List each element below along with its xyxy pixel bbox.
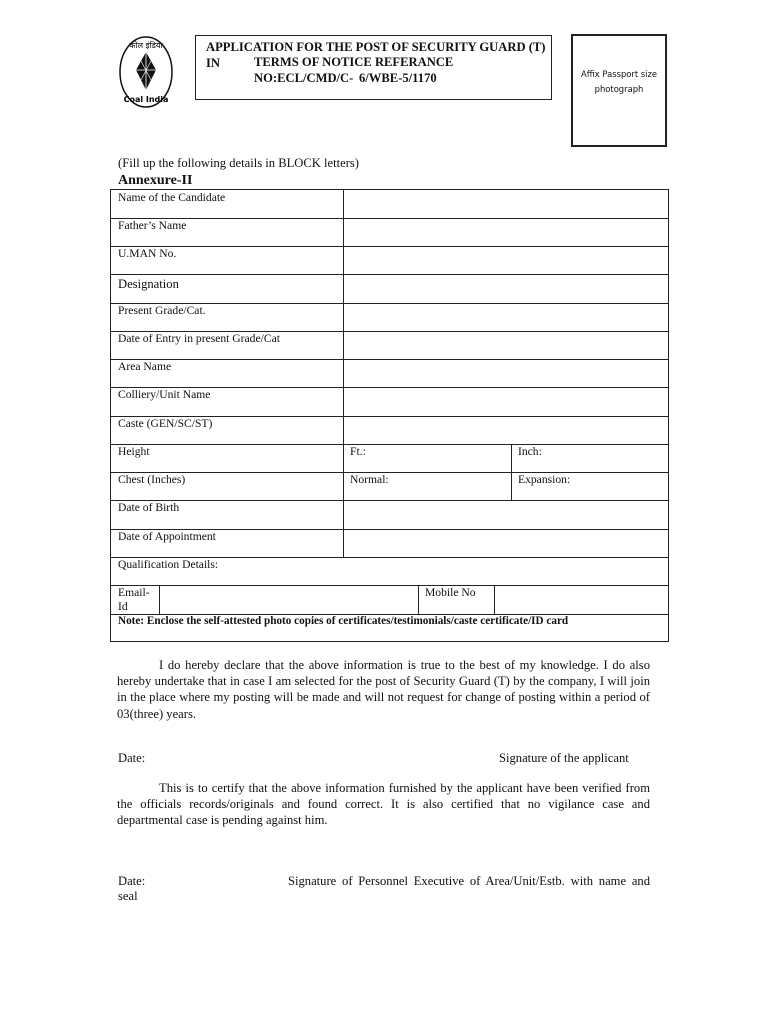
input-fathers-name[interactable] [343,218,668,246]
label-height: Height [118,445,150,458]
row-colliery-unit [111,387,668,417]
row-candidate-name [111,190,668,219]
photo-label-line-2: photograph [594,84,644,94]
input-candidate-name[interactable] [343,190,668,218]
label-present-grade: Present Grade/Cat. [118,304,206,317]
input-height-inch[interactable] [511,444,668,472]
input-present-grade[interactable] [343,303,668,331]
row-chest [111,472,668,501]
executive-signature-seal: seal [118,889,138,903]
input-date-of-appointment[interactable] [343,529,668,557]
row-height [111,444,668,473]
label-height-ft: Ft.: [350,445,366,458]
application-title [195,35,552,100]
row-area-name [111,359,668,388]
row-present-grade [111,303,668,332]
input-colliery-unit[interactable] [343,387,668,416]
label-date-of-entry: Date of Entry in present Grade/Cat [118,332,280,345]
input-chest-normal[interactable] [343,472,511,500]
label-designation: Designation [118,277,179,291]
input-mobile[interactable] [494,585,668,614]
row-caste [111,416,668,445]
input-date-of-entry[interactable] [343,331,668,359]
input-email[interactable] [159,585,418,614]
label-candidate-name: Name of the Candidate [118,191,226,204]
applicant-signature-label: Signature of the applicant [499,751,629,765]
label-colliery-unit: Colliery/Unit Name [118,388,211,401]
date-label-applicant: Date: [118,751,146,765]
input-area-name[interactable] [343,359,668,387]
label-fathers-name: Father’s Name [118,219,187,232]
declaration-paragraph: I do hereby declare that the above information is true to the best of my knowledge. I do also hereby undertake that in case I am selected for the post of Security Guard (T) by the company, I will join in the place where my posting will be made and will not request for change of posting within a period of 03(three) years. [117,658,650,721]
label-email-line-2: Id [118,600,128,613]
input-date-of-birth[interactable] [343,500,668,529]
row-note [111,614,668,641]
label-chest-normal: Normal: [350,473,389,486]
input-height-ft[interactable] [343,444,511,472]
label-email-line-1: Email- [118,586,150,599]
label-mobile: Mobile No [425,586,476,599]
label-date-of-birth: Date of Birth [118,501,180,514]
label-uman-no: U.MAN No. [118,247,177,260]
label-caste: Caste (GEN/SC/ST) [118,417,213,430]
input-designation[interactable] [343,274,668,303]
row-date-of-entry [111,331,668,360]
input-uman-no[interactable] [343,246,668,274]
certification-paragraph: This is to certify that the above information furnished by the applicant have been verified from the officials records/originals and found correct. It is also certified that no vigilance case and departmental case is pending against him. [117,781,650,828]
logo-hindi-text: कोल इंडिया [129,41,163,50]
passport-photo-box [571,34,667,147]
row-uman-no [111,246,668,275]
label-date-of-appointment: Date of Appointment [118,530,216,543]
title-line-3: 6/WBE-5/1170 [359,71,437,85]
row-date-of-appointment [111,529,668,558]
label-qualification: Qualification Details: [118,558,219,571]
note-enclose-certificates: Note: Enclose the self-attested photo copies of certificates/testimonials/caste certificate/ID card [118,615,569,627]
annexure-heading: Annexure-II [118,173,193,188]
title-line-1: APPLICATION FOR THE POST OF SECURITY GUARD (T) IN [206,40,546,70]
label-chest: Chest (Inches) [118,473,186,486]
row-fathers-name [111,218,668,247]
row-email-mobile [111,585,668,615]
label-chest-expansion: Expansion: [518,473,571,486]
input-caste[interactable] [343,416,668,444]
row-designation [111,274,668,304]
label-height-inch: Inch: [518,445,542,458]
executive-signature-label: Signature of Personnel Executive of Area/Unit/Estb. with name and [288,874,650,888]
row-qualification[interactable] [111,557,668,586]
label-area-name: Area Name [118,360,172,373]
logo-english-text: Coal India [123,95,169,104]
application-form-table [110,189,669,642]
date-label-executive: Date: [118,874,146,888]
title-line-2: TERMS OF NOTICE REFERANCE NO:ECL/CMD/C- [254,55,454,85]
photo-label-line-1: Affix Passport size [580,69,658,79]
row-date-of-birth [111,500,668,530]
label-email [118,586,150,614]
block-letters-instruction: (Fill up the following details in BLOCK letters) [118,156,360,170]
input-chest-expansion[interactable] [511,472,668,500]
coal-india-logo [118,34,174,110]
